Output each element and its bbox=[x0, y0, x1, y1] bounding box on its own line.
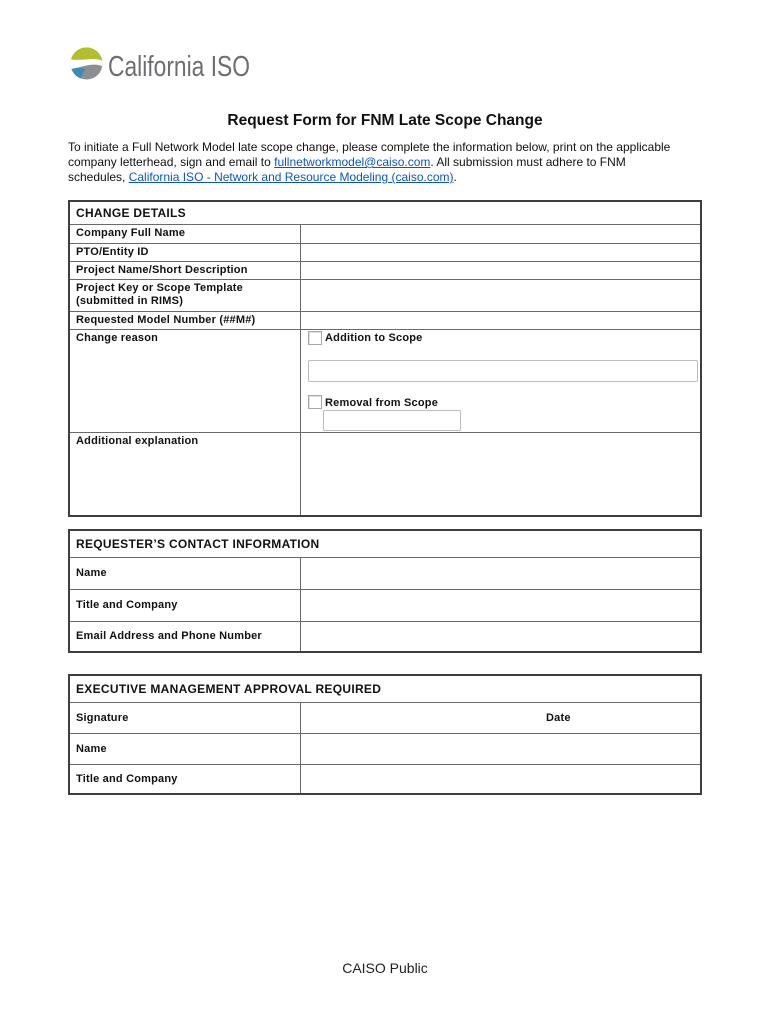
removal-from-scope-details-input[interactable] bbox=[323, 410, 461, 431]
pto-entity-id-input[interactable] bbox=[301, 244, 700, 261]
project-key-cell bbox=[301, 280, 700, 311]
requester-name-label: Name bbox=[70, 558, 301, 589]
change-reason-row bbox=[70, 329, 700, 432]
change-reason-label: Change reason bbox=[70, 330, 301, 432]
approver-title-company-row bbox=[70, 764, 700, 793]
requested-model-number-input[interactable] bbox=[301, 312, 700, 329]
project-name-cell bbox=[301, 262, 700, 279]
project-key-row bbox=[70, 279, 700, 311]
project-key-label bbox=[70, 280, 301, 311]
requested-model-number-row bbox=[70, 311, 700, 329]
globe-green-cap bbox=[71, 48, 102, 61]
change-details-section bbox=[68, 200, 702, 517]
requester-title-company-row bbox=[70, 589, 700, 621]
addition-to-scope-label: Addition to Scope bbox=[325, 331, 423, 344]
additional-explanation-textarea[interactable] bbox=[301, 433, 700, 515]
date-input[interactable] bbox=[575, 703, 700, 733]
logo-graphic bbox=[68, 45, 258, 85]
company-full-name-label: Company Full Name bbox=[70, 225, 301, 243]
requester-contact-heading: REQUESTER’S CONTACT INFORMATION bbox=[76, 537, 320, 551]
intro-line-3-start: schedules, bbox=[68, 170, 129, 184]
logo-wordmark: California ISO bbox=[108, 51, 250, 83]
email-link[interactable]: fullnetworkmodel@caiso.com bbox=[274, 155, 431, 169]
requester-name-row bbox=[70, 557, 700, 589]
approver-title-company-input[interactable] bbox=[301, 765, 700, 793]
change-reason-cell bbox=[301, 330, 700, 432]
executive-approval-heading: EXECUTIVE MANAGEMENT APPROVAL REQUIRED bbox=[76, 682, 382, 696]
change-details-heading: CHANGE DETAILS bbox=[76, 206, 186, 220]
pto-entity-id-cell bbox=[301, 244, 700, 261]
requester-title-company-input[interactable] bbox=[301, 590, 700, 621]
approver-name-label: Name bbox=[70, 734, 301, 764]
additional-explanation-label: Additional explanation bbox=[70, 433, 301, 515]
signature-label: Signature bbox=[70, 703, 301, 733]
requester-email-phone-label: Email Address and Phone Number bbox=[70, 622, 301, 651]
requester-email-phone-cell bbox=[301, 622, 700, 651]
requester-contact-section bbox=[68, 529, 702, 653]
company-full-name-row bbox=[70, 224, 700, 243]
pto-entity-id-row bbox=[70, 243, 700, 261]
intro-line-3-end: . bbox=[453, 170, 457, 184]
requester-email-phone-row bbox=[70, 621, 700, 651]
signature-input[interactable] bbox=[301, 703, 539, 733]
date-label: Date bbox=[546, 712, 571, 724]
classification-footer: CAISO Public bbox=[342, 960, 428, 976]
approver-name-cell bbox=[301, 734, 700, 764]
signature-cell bbox=[301, 703, 700, 733]
requester-title-company-cell bbox=[301, 590, 700, 621]
removal-from-scope-label: Removal from Scope bbox=[325, 396, 439, 409]
project-key-label-line-1: Project Key or Scope Template bbox=[76, 282, 243, 294]
requester-name-cell bbox=[301, 558, 700, 589]
intro-line-2-end: . All submission must adhere to FNM bbox=[430, 155, 626, 169]
california-iso-logo bbox=[68, 45, 258, 85]
addition-to-scope-details-input[interactable] bbox=[308, 360, 698, 382]
approver-title-company-label: Title and Company bbox=[70, 765, 301, 793]
california-iso-globe-icon bbox=[71, 48, 103, 80]
requester-email-phone-input[interactable] bbox=[301, 622, 700, 651]
requested-model-number-label: Requested Model Number (##M#) bbox=[70, 312, 301, 329]
approver-name-input[interactable] bbox=[301, 734, 700, 764]
removal-from-scope-checkbox[interactable] bbox=[308, 395, 322, 409]
pto-entity-id-label: PTO/Entity ID bbox=[70, 244, 301, 261]
addition-to-scope-checkbox[interactable] bbox=[308, 331, 322, 345]
signature-row bbox=[70, 702, 700, 733]
project-key-label-line-2: (submitted in RIMS) bbox=[76, 295, 184, 307]
approver-name-row bbox=[70, 733, 700, 764]
project-name-label: Project Name/Short Description bbox=[70, 262, 301, 279]
intro-line-1: To initiate a Full Network Model late scope change, please complete the information below, print on the applicable bbox=[68, 140, 671, 154]
company-full-name-input[interactable] bbox=[301, 225, 700, 243]
intro-line-2-start: company letterhead, sign and email to bbox=[68, 155, 275, 169]
page-title: Request Form for FNM Late Scope Change bbox=[227, 112, 543, 129]
company-full-name-cell bbox=[301, 225, 700, 243]
additional-explanation-cell bbox=[301, 433, 700, 515]
requested-model-number-cell bbox=[301, 312, 700, 329]
requester-name-input[interactable] bbox=[301, 558, 700, 589]
project-name-input[interactable] bbox=[301, 262, 700, 279]
requester-title-company-label: Title and Company bbox=[70, 590, 301, 621]
executive-approval-section bbox=[68, 674, 702, 795]
project-key-input[interactable] bbox=[301, 280, 700, 311]
project-name-row bbox=[70, 261, 700, 279]
intro-paragraph bbox=[68, 140, 748, 185]
network-resource-modeling-link[interactable]: California ISO - Network and Resource Modeling (caiso.com) bbox=[128, 170, 454, 184]
approver-title-company-cell bbox=[301, 765, 700, 793]
additional-explanation-row bbox=[70, 432, 700, 515]
